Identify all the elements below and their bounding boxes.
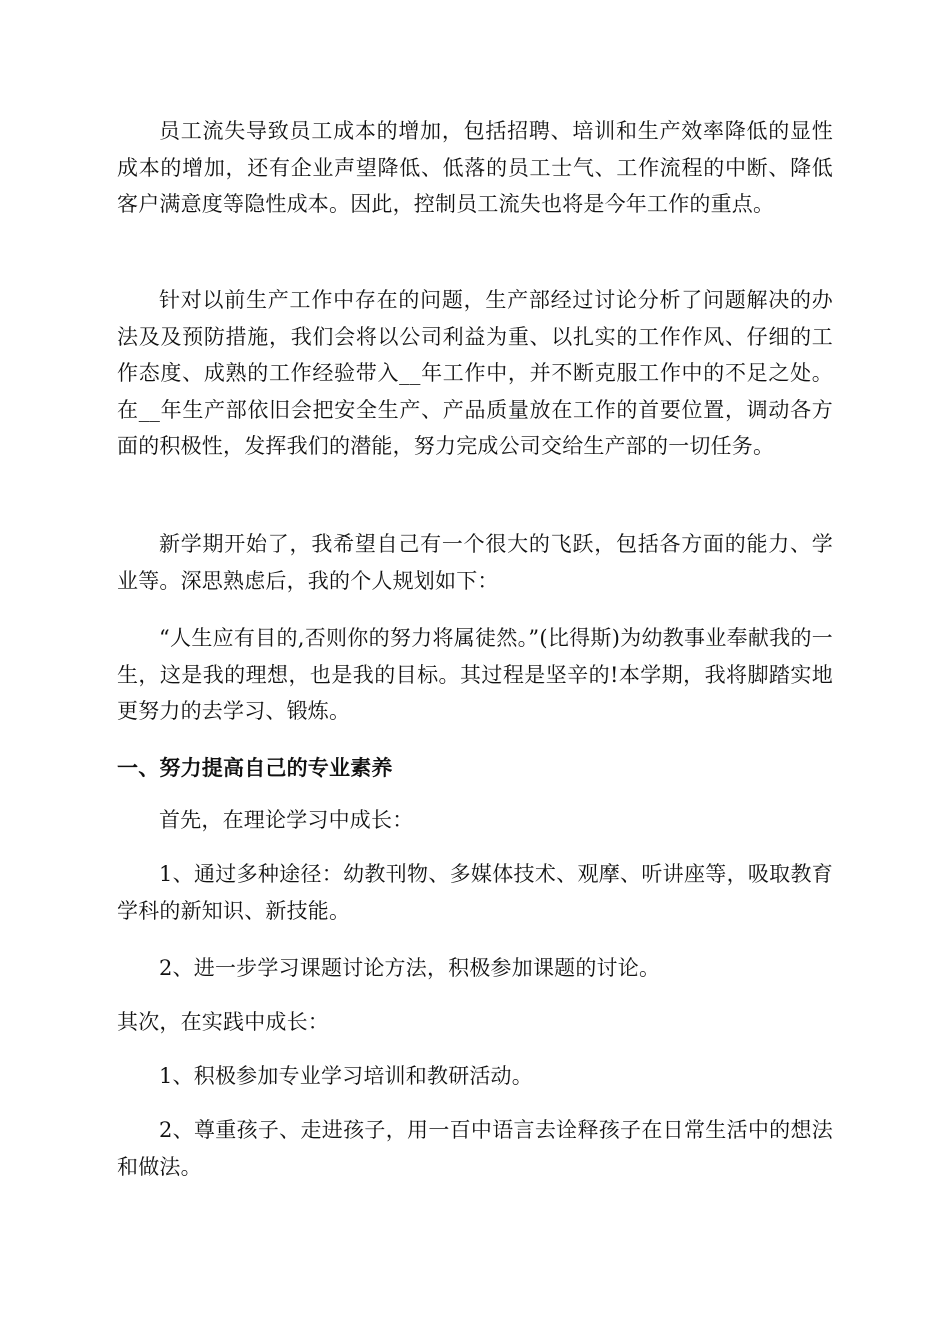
list-item-practice-2: 2、尊重孩子、走进孩子，用一百中语言去诠释孩子在日常生活中的想法和做法。: [117, 1118, 833, 1179]
list-item-theory-2: 2、进一步学习课题讨论方法，积极参加课题的讨论。: [159, 956, 661, 980]
section-heading-professional: 一、努力提高自己的专业素养: [117, 756, 393, 780]
paragraph-employee-turnover: 员工流失导致员工成本的增加，包括招聘、培训和生产效率降低的显性成本的增加，还有企业声望降低、低落的员工士气、工作流程的中断、降低客户满意度等隐性成本。因此，控制员工流失也将是今年工作的重点。: [117, 119, 833, 216]
paragraph-life-goal-quote: “人生应有目的,否则你的努力将属徒然。”(比得斯)为幼教事业奉献我的一生，这是我的理想，也是我的目标。其过程是坚辛的!本学期，我将脚踏实地更努力的去学习、锻炼。: [117, 626, 833, 723]
paragraph-production-measures: 针对以前生产工作中存在的问题，生产部经过讨论分析了问题解决的办法及及预防措施，我们会将以公司利益为重、以扎实的工作作风、仔细的工作态度、成熟的工作经验带入__年工作中，并不断克服工作中的不足之处。在__年生产部依旧会把安全生产、产品质量放在工作的首要位置，调动各方面的积极性，发挥我们的潜能，努力完成公司交给生产部的一切任务。: [117, 288, 833, 458]
list-item-practice-1: 1、积极参加专业学习培训和教研活动。: [159, 1064, 533, 1088]
list-item-theory-1: 1、通过多种途径：幼教刊物、多媒体技术、观摩、听讲座等，吸取教育学科的新知识、新技能。: [117, 862, 833, 923]
paragraph-secondly: 其次，在实践中成长：: [117, 1010, 329, 1034]
paragraph-new-semester: 新学期开始了，我希望自己有一个很大的飞跃，包括各方面的能力、学业等。深思熟虑后，我的个人规划如下：: [117, 532, 833, 593]
paragraph-firstly: 首先，在理论学习中成长：: [159, 808, 414, 832]
